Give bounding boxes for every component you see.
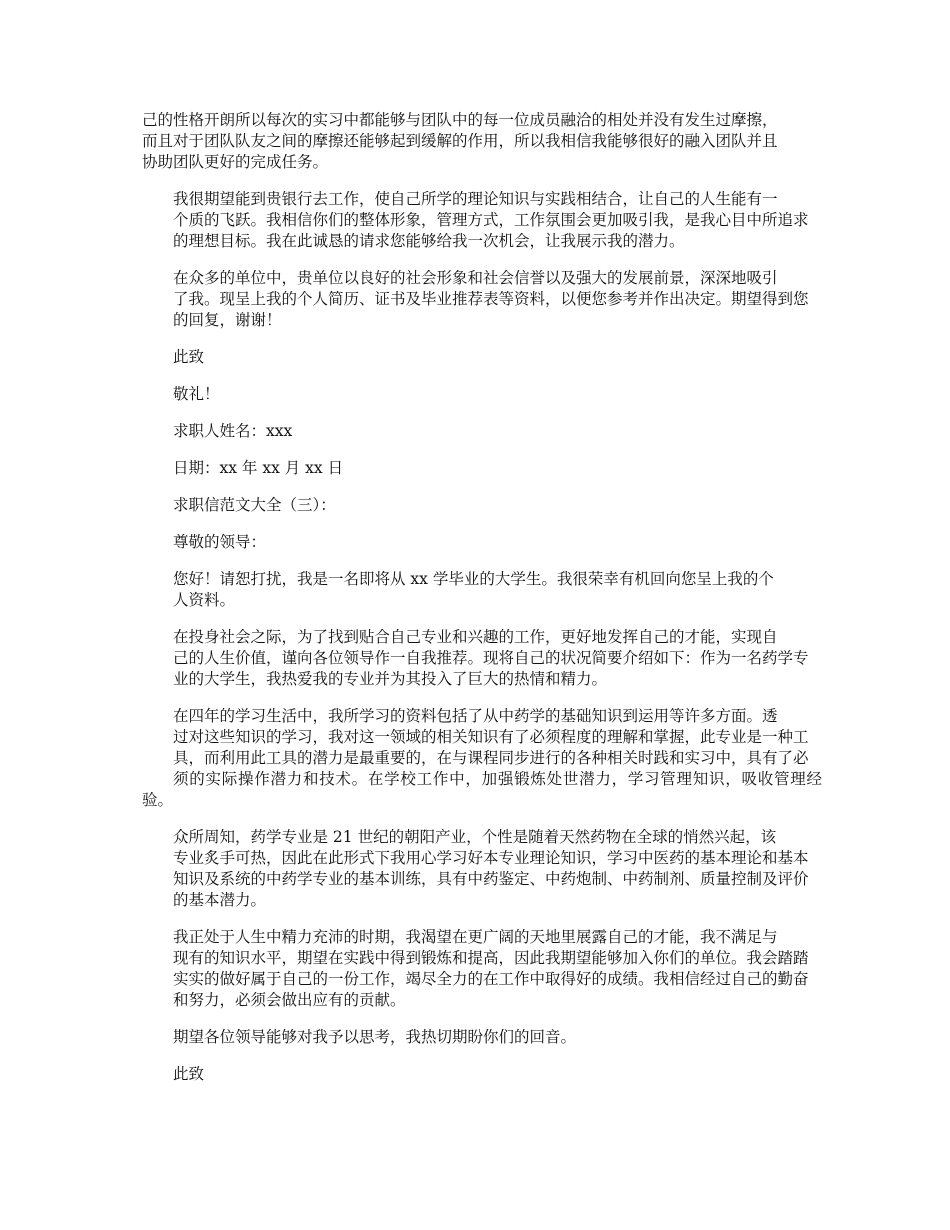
text-line: 具，而利用此工具的潜力是最重要的，在与课程同步进行的各种相关时践和实习中，具有了必 bbox=[173, 749, 809, 767]
paragraph bbox=[142, 532, 822, 553]
text-line: 在投身社会之际，为了找到贴合自己专业和兴趣的工作，更好地发挥自己的才能，实现自 bbox=[173, 628, 778, 646]
paragraph bbox=[142, 1027, 822, 1048]
text-line: 的理想目标。我在此诚恳的请求您能够给我一次机会，让我展示我的潜力。 bbox=[173, 232, 685, 250]
text-line: 业的大学生，我热爱我的专业并为其投入了巨大的热情和精力。 bbox=[173, 670, 608, 688]
text-line: 过对这些知识的学习，我对这一领域的相关知识有了必须程度的理解和掌握，此专业是一种工 bbox=[173, 728, 809, 746]
text-line: 协助团队更好的完成任务。 bbox=[142, 153, 329, 171]
text-line: 实实的做好属于自己的一份工作，竭尽全力的在工作中取得好的成绩。我相信经过自己的勤奋 bbox=[173, 970, 809, 988]
text-line: 知识及系统的中药学专业的基本训练，具有中药鉴定、中药炮制、中药制剂、质量控制及评价 bbox=[173, 870, 809, 888]
text-line: 而且对于团队队友之间的摩擦还能够起到缓解的作用，所以我相信我能够很好的融入团队并且 bbox=[142, 132, 778, 150]
text-line: 求职信范文大全（三）： bbox=[173, 496, 336, 514]
paragraph bbox=[142, 1064, 822, 1085]
text-line: 尊敬的领导： bbox=[173, 533, 267, 551]
text-line: 的基本潜力。 bbox=[173, 891, 267, 909]
text-line: 敬礼！ bbox=[173, 385, 220, 403]
text-line: 我正处于人生中精力充沛的时期，我渴望在更广阔的天地里展露自己的才能，我不满足与 bbox=[173, 928, 778, 946]
document-page bbox=[142, 110, 822, 1101]
text-line: 此致 bbox=[173, 1065, 205, 1083]
paragraph bbox=[142, 495, 822, 516]
text-line: 在四年的学习生活中，我所学习的资料包括了从中药学的基础知识到运用等许多方面。透 bbox=[173, 707, 778, 725]
text-line: 日期：xx 年 xx 月 xx 日 bbox=[173, 459, 344, 477]
text-line: 人资料。 bbox=[173, 591, 236, 609]
paragraph bbox=[142, 110, 822, 173]
text-line: 己的人生价值，谨向各位领导作一自我推荐。现将自己的状况简要介绍如下：作为一名药学专 bbox=[173, 649, 809, 667]
paragraph bbox=[142, 627, 822, 690]
text-line: 您好！请恕打扰，我是一名即将从 xx 学毕业的大学生。我很荣幸有机回向您呈上我的个 bbox=[173, 570, 774, 588]
text-line: 在众多的单位中，贵单位以良好的社会形象和社会信誉以及强大的发展前景，深深地吸引 bbox=[173, 269, 778, 287]
paragraph bbox=[142, 421, 822, 442]
text-line: 求职人姓名：xxx bbox=[173, 422, 293, 440]
text-line: 此致 bbox=[173, 348, 205, 366]
text-line: 己的性格开朗所以每次的实习中都能够与团队中的每一位成员融洽的相处并没有发生过摩擦， bbox=[142, 111, 778, 129]
paragraph bbox=[142, 189, 822, 252]
text-line: 期望各位领导能够对我予以思考，我热切期盼你们的回音。 bbox=[173, 1028, 577, 1046]
paragraph bbox=[142, 569, 822, 611]
paragraph bbox=[142, 268, 822, 331]
text-line: 我很期望能到贵银行去工作，使自己所学的理论知识与实践相结合，让自己的人生能有一 bbox=[173, 190, 778, 208]
text-line: 众所周知，药学专业是 21 世纪的朝阳产业，个性是随着天然药物在全球的悄然兴起，该 bbox=[173, 828, 777, 846]
text-line: 现有的知识水平，期望在实践中得到锻炼和提高，因此我期望能够加入你们的单位。我会踏踏 bbox=[173, 949, 809, 967]
paragraph bbox=[142, 347, 822, 368]
paragraph bbox=[142, 706, 822, 811]
text-line: 的回复，谢谢！ bbox=[173, 311, 282, 329]
paragraph bbox=[142, 827, 822, 911]
text-line: 专业炙手可热，因此在此形式下我用心学习好本专业理论知识，学习中医药的基本理论和基本 bbox=[173, 849, 809, 867]
text-line: 了我。现呈上我的个人简历、证书及毕业推荐表等资料，以便您参考并作出决定。期望得到您 bbox=[173, 290, 809, 308]
paragraph bbox=[142, 384, 822, 405]
text-line: 须的实际操作潜力和技术。在学校工作中，加强锻炼处世潜力，学习管理知识，吸收管理经验。 bbox=[142, 770, 822, 809]
paragraph bbox=[142, 927, 822, 1011]
paragraph bbox=[142, 458, 822, 479]
text-line: 和努力，必须会做出应有的贡献。 bbox=[173, 991, 406, 1009]
text-line: 个质的飞跃。我相信你们的整体形象，管理方式，工作氛围会更加吸引我，是我心目中所追求 bbox=[173, 211, 809, 229]
